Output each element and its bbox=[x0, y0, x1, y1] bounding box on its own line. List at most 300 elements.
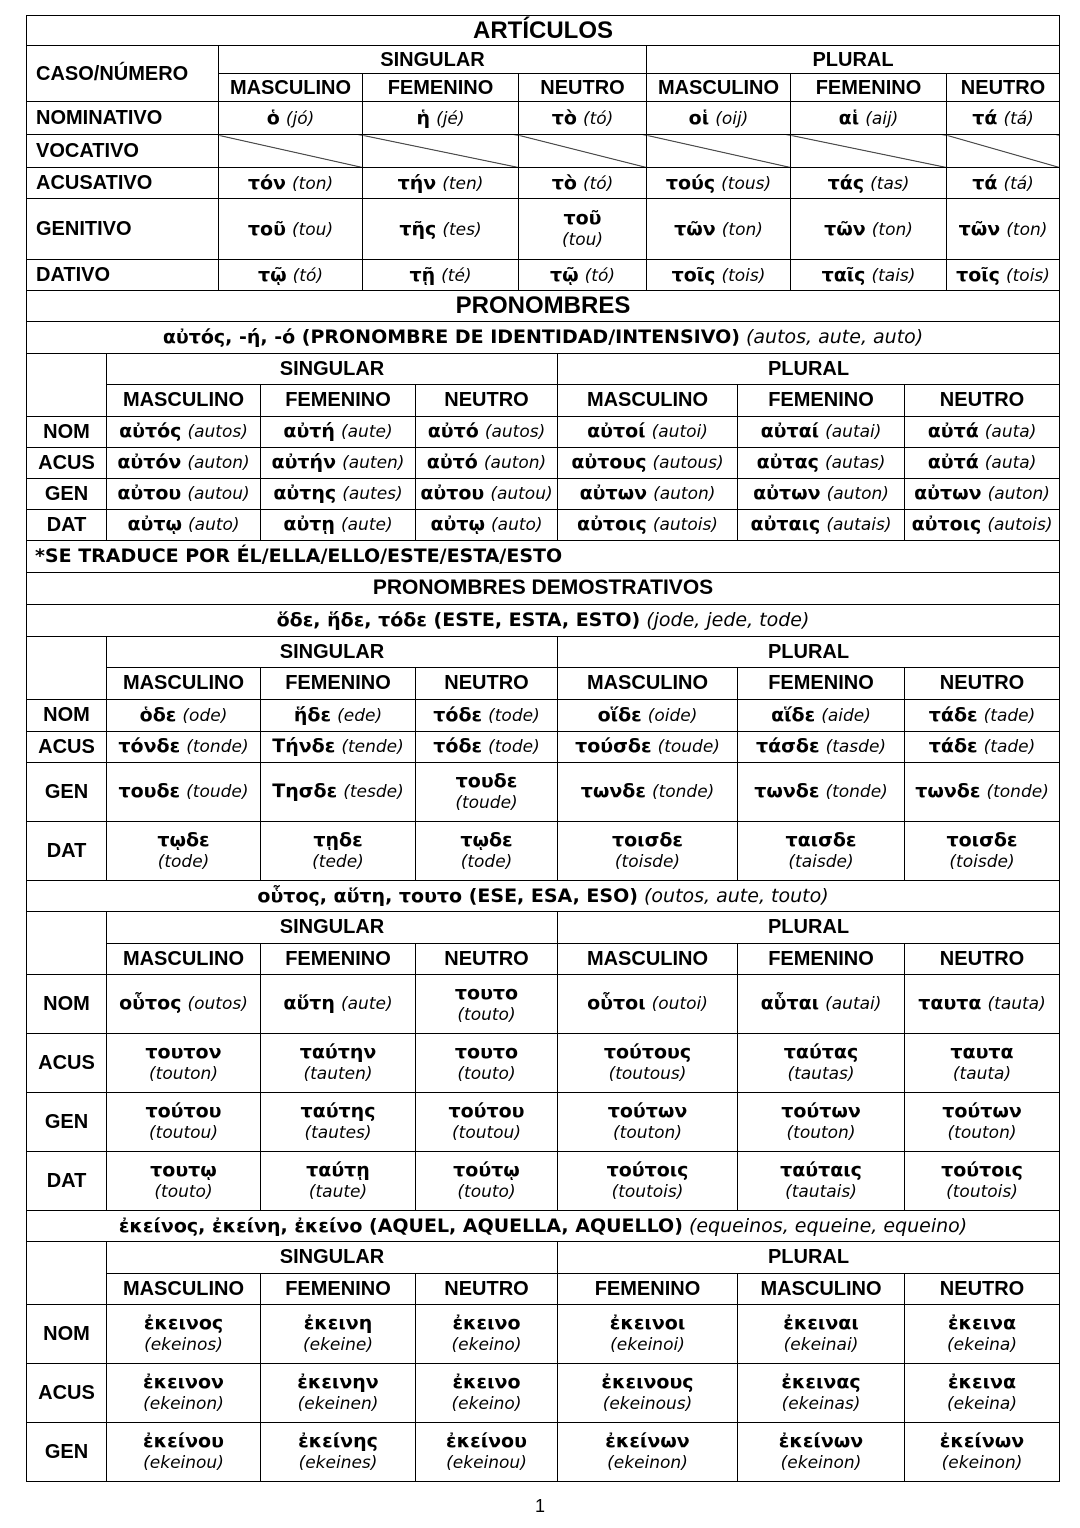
transliteration: (tonde) bbox=[186, 737, 249, 757]
transliteration: (ton) bbox=[1006, 219, 1048, 240]
vocative-empty-cell bbox=[647, 135, 791, 168]
greek-form: τουδε bbox=[118, 780, 181, 802]
form-cell bbox=[558, 416, 738, 447]
greek-form: τουτον bbox=[145, 1040, 222, 1063]
form-cell bbox=[416, 1092, 558, 1151]
greek-form: ταῖς bbox=[821, 263, 866, 286]
form-cell bbox=[558, 1092, 738, 1151]
houtos-title bbox=[27, 880, 1060, 911]
gender-header: FEMENINO bbox=[558, 1273, 738, 1304]
greek-form: τῳδε bbox=[460, 828, 513, 851]
houtos-row-nom bbox=[27, 974, 1060, 1033]
greek-form: ἡ bbox=[416, 106, 431, 129]
greek-form: τοῖς bbox=[671, 263, 716, 286]
greek-form: ταυτα bbox=[950, 1040, 1014, 1063]
greek-form: ἐκεινα bbox=[947, 1370, 1017, 1393]
transliteration: (tonde) bbox=[825, 782, 888, 802]
gender-header: NEUTRO bbox=[905, 1273, 1060, 1304]
greek-form: ταύτῃ bbox=[306, 1158, 370, 1181]
form-cell bbox=[261, 1363, 416, 1422]
transliteration: (tó) bbox=[582, 173, 614, 194]
corner-cell bbox=[27, 636, 107, 699]
transliteration: (jé) bbox=[436, 108, 465, 129]
transliteration: (ton) bbox=[871, 219, 913, 240]
greek-form: αὕτη bbox=[283, 992, 335, 1014]
form-cell bbox=[416, 1304, 558, 1363]
transliteration: (aute) bbox=[341, 515, 393, 535]
plural-header: PLURAL bbox=[647, 46, 1060, 74]
case-label: GENITIVO bbox=[27, 199, 219, 260]
greek-form: τάδε bbox=[928, 703, 978, 726]
greek-form: ταυτα bbox=[918, 992, 982, 1014]
greek-form: τῆς bbox=[399, 217, 437, 240]
case-label: DATIVO bbox=[27, 260, 219, 291]
greek-form: τουτο bbox=[454, 1040, 519, 1063]
gender-header: FEMENINO bbox=[791, 74, 947, 102]
greek-form: αὐτῳ bbox=[127, 513, 182, 535]
form-cell bbox=[261, 447, 416, 478]
greek-form: αὐτά bbox=[927, 451, 979, 473]
form-cell bbox=[558, 974, 738, 1033]
transliteration: (tó) bbox=[292, 265, 324, 286]
greek-form: ἐκείνων bbox=[605, 1429, 690, 1452]
form-cell bbox=[905, 1304, 1060, 1363]
form-cell bbox=[647, 260, 791, 291]
transliteration: (autois) bbox=[987, 515, 1053, 535]
gender-header: NEUTRO bbox=[905, 943, 1060, 974]
vocative-empty-cell bbox=[519, 135, 647, 168]
gender-header: MASCULINO bbox=[107, 1273, 261, 1304]
gender-header: FEMENINO bbox=[261, 943, 416, 974]
greek-form: οὗτοι bbox=[587, 992, 646, 1014]
transliteration: (auta) bbox=[984, 453, 1037, 473]
hode-row-dat bbox=[27, 821, 1060, 880]
corner-cell bbox=[27, 353, 107, 416]
transliteration: (ekeine) bbox=[303, 1334, 373, 1355]
transliteration: (autai) bbox=[825, 994, 882, 1014]
form-cell bbox=[791, 199, 947, 260]
greek-form: αὐτά bbox=[927, 420, 979, 442]
form-cell bbox=[416, 1422, 558, 1481]
greek-form: αὐτήν bbox=[271, 451, 337, 473]
transliteration: (autes) bbox=[342, 484, 403, 504]
greek-form: τούσδε bbox=[575, 735, 652, 757]
transliteration: (tou) bbox=[561, 230, 604, 250]
form-cell bbox=[791, 260, 947, 291]
gender-header: MASCULINO bbox=[107, 667, 261, 699]
greek-form: τούτων bbox=[942, 1099, 1022, 1122]
case-label: DAT bbox=[27, 821, 107, 880]
form-cell bbox=[219, 168, 363, 199]
singular-header: SINGULAR bbox=[107, 1241, 558, 1273]
transliteration: (taute) bbox=[308, 1181, 368, 1202]
form-cell bbox=[107, 699, 261, 731]
ekeinos-title-translit: (equeinos, equeine, equeino) bbox=[688, 1214, 968, 1237]
greek-form: τουτο bbox=[454, 981, 519, 1004]
case-label: NOM bbox=[27, 974, 107, 1033]
form-cell bbox=[738, 731, 905, 762]
transliteration: (tade) bbox=[983, 737, 1036, 757]
transliteration: (ekeinou) bbox=[143, 1452, 224, 1473]
case-label: DAT bbox=[27, 1151, 107, 1210]
transliteration: (ekeinen) bbox=[297, 1393, 379, 1414]
form-cell bbox=[261, 509, 416, 540]
transliteration: (tautais) bbox=[785, 1181, 857, 1202]
form-cell bbox=[519, 260, 647, 291]
vocative-empty-cell bbox=[791, 135, 947, 168]
plural-header: PLURAL bbox=[558, 1241, 1060, 1273]
transliteration: (auta) bbox=[984, 422, 1037, 442]
form-cell bbox=[738, 821, 905, 880]
transliteration: (tous) bbox=[721, 173, 772, 194]
form-cell bbox=[261, 1092, 416, 1151]
greek-form: αὐτων bbox=[753, 482, 821, 504]
articles-title: ARTÍCULOS bbox=[27, 16, 1060, 46]
transliteration: (ton) bbox=[292, 173, 334, 194]
greek-form: ἐκεινο bbox=[452, 1370, 521, 1393]
form-cell bbox=[647, 168, 791, 199]
form-cell bbox=[219, 199, 363, 260]
form-cell bbox=[905, 447, 1060, 478]
transliteration: (ekeinou) bbox=[446, 1452, 527, 1473]
form-cell bbox=[261, 478, 416, 509]
greek-form: οἱ bbox=[688, 106, 710, 129]
transliteration: (ede) bbox=[337, 705, 383, 726]
greek-form: αὐτό bbox=[427, 420, 479, 442]
case-label: ACUSATIVO bbox=[27, 168, 219, 199]
form-cell bbox=[738, 1304, 905, 1363]
transliteration: (aute) bbox=[341, 994, 393, 1014]
gender-header: NEUTRO bbox=[416, 1273, 558, 1304]
form-cell bbox=[416, 974, 558, 1033]
greek-form: αὐτῳ bbox=[430, 513, 485, 535]
greek-form: τῳδε bbox=[157, 828, 210, 851]
form-cell bbox=[947, 102, 1060, 135]
transliteration: (autoi) bbox=[651, 422, 708, 442]
form-cell bbox=[261, 821, 416, 880]
transliteration: (tautes) bbox=[304, 1122, 372, 1143]
greek-form: ἐκεινον bbox=[143, 1370, 224, 1393]
case-label: NOM bbox=[27, 1304, 107, 1363]
transliteration: (touton) bbox=[947, 1122, 1017, 1143]
transliteration: (tois) bbox=[721, 265, 766, 286]
transliteration: (ekeinon) bbox=[780, 1452, 862, 1473]
gender-header: MASCULINO bbox=[107, 943, 261, 974]
form-cell bbox=[416, 478, 558, 509]
greek-form: τόδε bbox=[433, 703, 483, 726]
form-cell bbox=[107, 478, 261, 509]
transliteration: (oij) bbox=[715, 108, 749, 129]
transliteration: (touto) bbox=[457, 1004, 516, 1025]
articles-row-vocativo bbox=[27, 135, 1060, 168]
transliteration: (tauta) bbox=[987, 994, 1046, 1014]
ekeinos-gender-row bbox=[27, 1273, 1060, 1304]
corner-cell bbox=[27, 1241, 107, 1304]
gender-header: FEMENINO bbox=[261, 384, 416, 416]
transliteration: (autai) bbox=[825, 422, 882, 442]
transliteration: (taisde) bbox=[788, 851, 854, 872]
gender-header: MASCULINO bbox=[219, 74, 363, 102]
greek-form: αὗται bbox=[760, 992, 820, 1014]
form-cell bbox=[738, 1363, 905, 1422]
singular-header: SINGULAR bbox=[107, 353, 558, 384]
greek-form: αὐταις bbox=[750, 513, 821, 535]
greek-form: τούτου bbox=[145, 1099, 222, 1122]
form-cell bbox=[791, 102, 947, 135]
greek-form: τόν bbox=[247, 171, 286, 194]
transliteration: (tesde) bbox=[343, 782, 404, 802]
autos-row-gen bbox=[27, 478, 1060, 509]
greek-form: αὐτός bbox=[119, 420, 182, 442]
gender-header: NEUTRO bbox=[416, 943, 558, 974]
plural-header: PLURAL bbox=[558, 911, 1060, 943]
hode-title-greek: ὅδε, ἥδε, τόδε (ESTE, ESTA, ESTO) bbox=[276, 609, 641, 631]
transliteration: (tende) bbox=[341, 737, 404, 757]
case-label: NOM bbox=[27, 416, 107, 447]
case-label: ACUS bbox=[27, 1363, 107, 1422]
transliteration: (toude) bbox=[455, 792, 518, 813]
transliteration: (ekeinai) bbox=[783, 1334, 859, 1355]
gender-header: MASCULINO bbox=[107, 384, 261, 416]
transliteration: (tes) bbox=[442, 219, 482, 240]
gender-header: MASCULINO bbox=[738, 1273, 905, 1304]
greek-form: τούτῳ bbox=[453, 1158, 520, 1181]
form-cell bbox=[738, 762, 905, 821]
transliteration: (tonde) bbox=[986, 782, 1049, 802]
greek-form: οἵδε bbox=[597, 703, 642, 726]
case-label: NOM bbox=[27, 699, 107, 731]
vocative-empty-cell bbox=[219, 135, 363, 168]
greek-form: τούτους bbox=[603, 1040, 692, 1063]
transliteration: (auto) bbox=[188, 515, 240, 535]
form-cell bbox=[416, 416, 558, 447]
transliteration: (toutou) bbox=[149, 1122, 218, 1143]
form-cell bbox=[363, 199, 519, 260]
form-cell bbox=[791, 168, 947, 199]
autos-row-acus bbox=[27, 447, 1060, 478]
form-cell bbox=[416, 1033, 558, 1092]
form-cell bbox=[261, 1422, 416, 1481]
greek-form: τωνδε bbox=[915, 780, 981, 802]
greek-form: ἐκείνου bbox=[143, 1429, 224, 1452]
form-cell bbox=[107, 1363, 261, 1422]
form-cell bbox=[107, 447, 261, 478]
form-cell bbox=[558, 731, 738, 762]
plural-header: PLURAL bbox=[558, 636, 1060, 667]
form-cell bbox=[261, 416, 416, 447]
transliteration: (ode) bbox=[182, 705, 228, 726]
ekeinos-title-greek: ἐκείνος, ἐκείνη, ἐκείνο (AQUEL, AQUELLA, AQUELLO) bbox=[118, 1214, 683, 1237]
transliteration: (tauten) bbox=[303, 1063, 373, 1084]
gender-header: MASCULINO bbox=[558, 384, 738, 416]
greek-form: τῷ bbox=[257, 263, 287, 286]
transliteration: (tó) bbox=[582, 108, 614, 129]
form-cell bbox=[558, 1151, 738, 1210]
transliteration: (tauta) bbox=[952, 1063, 1012, 1084]
gender-header: FEMENINO bbox=[738, 384, 905, 416]
transliteration: (auton) bbox=[826, 484, 889, 504]
transliteration: (tou) bbox=[291, 219, 334, 240]
greek-form: αὐτων bbox=[914, 482, 982, 504]
greek-form: ἐκεινους bbox=[601, 1370, 694, 1393]
case-label: DAT bbox=[27, 509, 107, 540]
form-cell bbox=[905, 1033, 1060, 1092]
form-cell bbox=[558, 447, 738, 478]
transliteration: (té) bbox=[441, 265, 472, 286]
transliteration: (auto) bbox=[491, 515, 543, 535]
transliteration: (ekeines) bbox=[298, 1452, 378, 1473]
form-cell bbox=[905, 731, 1060, 762]
greek-form: ἐκειναι bbox=[783, 1311, 859, 1334]
transliteration: (auton) bbox=[653, 484, 716, 504]
form-cell bbox=[647, 199, 791, 260]
form-cell bbox=[738, 509, 905, 540]
plural-header: PLURAL bbox=[558, 353, 1060, 384]
form-cell bbox=[738, 1151, 905, 1210]
transliteration: (touton) bbox=[149, 1063, 218, 1084]
transliteration: (autos) bbox=[187, 422, 248, 442]
transliteration: (outos) bbox=[187, 994, 248, 1014]
houtos-row-acus bbox=[27, 1033, 1060, 1092]
greek-form: αὐτῃ bbox=[283, 513, 335, 535]
form-cell bbox=[738, 478, 905, 509]
transliteration: (oide) bbox=[647, 705, 698, 726]
form-cell bbox=[261, 699, 416, 731]
form-cell bbox=[905, 478, 1060, 509]
greek-form: Τησδε bbox=[272, 780, 338, 802]
greek-form: ἐκείνων bbox=[939, 1429, 1025, 1452]
transliteration: (tode) bbox=[460, 851, 513, 872]
form-cell bbox=[738, 1422, 905, 1481]
greek-form: ταύταις bbox=[780, 1158, 862, 1181]
form-cell bbox=[261, 1151, 416, 1210]
form-cell bbox=[558, 1304, 738, 1363]
transliteration: (ekeino) bbox=[451, 1334, 522, 1355]
form-cell bbox=[905, 699, 1060, 731]
greek-form: ἐκείνων bbox=[778, 1429, 864, 1452]
transliteration: (tá) bbox=[1003, 173, 1034, 194]
form-cell bbox=[363, 260, 519, 291]
form-cell bbox=[905, 1422, 1060, 1481]
form-cell bbox=[107, 1033, 261, 1092]
greek-form: τούτοις bbox=[606, 1158, 689, 1181]
form-cell bbox=[219, 102, 363, 135]
transliteration: (toude) bbox=[186, 782, 249, 802]
case-label: GEN bbox=[27, 1422, 107, 1481]
form-cell bbox=[107, 821, 261, 880]
form-cell bbox=[558, 821, 738, 880]
form-cell bbox=[647, 102, 791, 135]
greek-form: τῃδε bbox=[313, 828, 363, 851]
form-cell bbox=[261, 762, 416, 821]
transliteration: (autous) bbox=[652, 453, 724, 473]
transliteration: (tonde) bbox=[651, 782, 715, 802]
form-cell bbox=[363, 102, 519, 135]
gender-header: MASCULINO bbox=[558, 667, 738, 699]
greek-form: ἐκείνης bbox=[298, 1429, 378, 1452]
form-cell bbox=[519, 102, 647, 135]
greek-form: ἐκείνου bbox=[446, 1429, 527, 1452]
transliteration: (toutois) bbox=[611, 1181, 684, 1202]
transliteration: (auton) bbox=[187, 453, 250, 473]
gender-header: FEMENINO bbox=[261, 1273, 416, 1304]
transliteration: (ekeinon) bbox=[143, 1393, 224, 1414]
form-cell bbox=[416, 731, 558, 762]
greek-form: αὐτόν bbox=[117, 451, 182, 473]
greek-form: αὐτας bbox=[756, 451, 819, 473]
pronouns-table bbox=[26, 290, 1060, 1482]
hode-row-gen bbox=[27, 762, 1060, 821]
gender-header: FEMENINO bbox=[738, 943, 905, 974]
greek-form: αἱ bbox=[838, 106, 860, 129]
form-cell bbox=[416, 699, 558, 731]
greek-form: τοισδε bbox=[611, 828, 683, 851]
form-cell bbox=[947, 168, 1060, 199]
greek-form: ἐκεινα bbox=[947, 1311, 1017, 1334]
greek-form: ἐκεινοι bbox=[609, 1311, 686, 1334]
form-cell bbox=[738, 1033, 905, 1092]
form-cell bbox=[107, 1304, 261, 1363]
autos-note: *SE TRADUCE POR ÉL/ELLA/ELLO/ESTE/ESTA/ESTO bbox=[27, 540, 1060, 572]
articles-row-genitivo bbox=[27, 199, 1060, 260]
greek-form: τούς bbox=[665, 171, 716, 194]
case-label: VOCATIVO bbox=[27, 135, 219, 168]
gender-header: NEUTRO bbox=[519, 74, 647, 102]
greek-form: αὐτης bbox=[273, 482, 337, 504]
transliteration: (autou) bbox=[490, 484, 553, 504]
greek-form: τάσδε bbox=[755, 735, 820, 757]
gender-header: MASCULINO bbox=[558, 943, 738, 974]
greek-form: ταύτας bbox=[783, 1040, 859, 1063]
case-label: GEN bbox=[27, 762, 107, 821]
autos-gender-row bbox=[27, 384, 1060, 416]
page-number: 1 bbox=[534, 1496, 545, 1516]
gender-header: MASCULINO bbox=[647, 74, 791, 102]
gender-header: NEUTRO bbox=[947, 74, 1060, 102]
form-cell bbox=[947, 260, 1060, 291]
greek-form: ταισδε bbox=[785, 828, 857, 851]
houtos-title-translit: (outos, aute, touto) bbox=[643, 884, 829, 907]
greek-form: τούτων bbox=[607, 1099, 688, 1122]
gender-header: NEUTRO bbox=[905, 384, 1060, 416]
transliteration: (autais) bbox=[826, 515, 892, 535]
greek-form: τῶν bbox=[958, 217, 1001, 240]
form-cell bbox=[363, 168, 519, 199]
greek-form: τοῖς bbox=[956, 263, 1000, 286]
form-cell bbox=[905, 416, 1060, 447]
transliteration: (toisde) bbox=[949, 851, 1015, 872]
autos-row-dat bbox=[27, 509, 1060, 540]
form-cell bbox=[738, 1092, 905, 1151]
greek-form: ὁ bbox=[266, 106, 280, 129]
transliteration: (ton) bbox=[721, 219, 763, 240]
form-cell bbox=[107, 509, 261, 540]
greek-form: τουδε bbox=[455, 769, 518, 792]
vocative-empty-cell bbox=[947, 135, 1060, 168]
gender-header: FEMENINO bbox=[738, 667, 905, 699]
greek-form: ἐκεινας bbox=[781, 1370, 861, 1393]
greek-form: ταύτην bbox=[299, 1040, 377, 1063]
form-cell bbox=[905, 821, 1060, 880]
ekeinos-title bbox=[27, 1210, 1060, 1241]
greek-form: αὐτό bbox=[426, 451, 478, 473]
transliteration: (touton) bbox=[786, 1122, 856, 1143]
form-cell bbox=[738, 974, 905, 1033]
transliteration: (auton) bbox=[483, 453, 547, 473]
form-cell bbox=[416, 762, 558, 821]
autos-title bbox=[27, 321, 1060, 353]
greek-form: αὐτοις bbox=[911, 513, 982, 535]
